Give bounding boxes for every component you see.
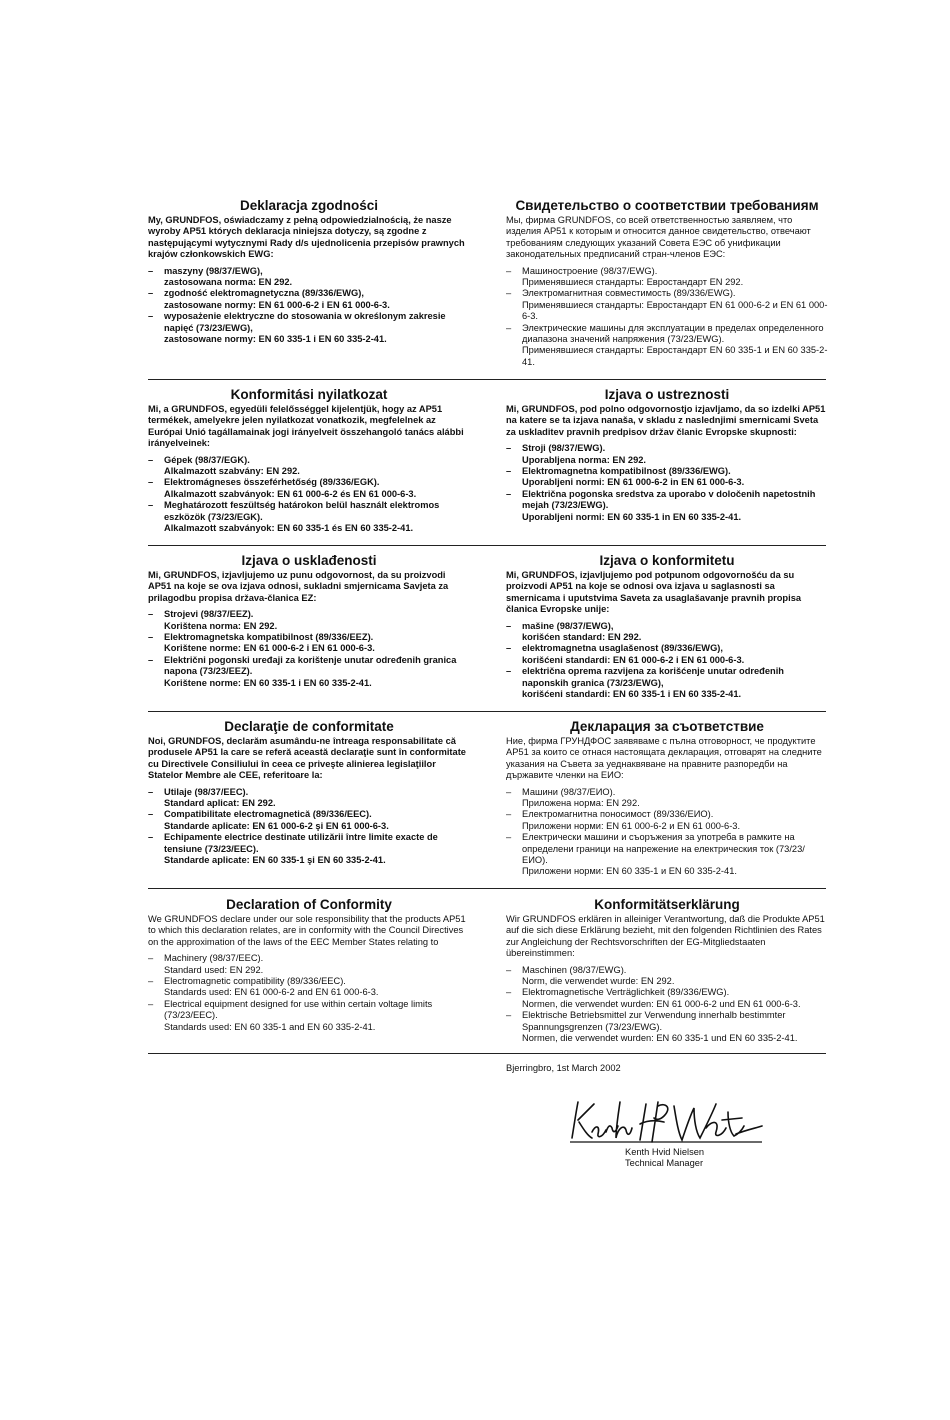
directive-list <box>148 266 470 346</box>
list-item: – Electrical equipment designed for use within certain voltage limits (73/23/EEC). Standards used: EN 60 335-1 and EN 60 335-2-41. <box>148 999 470 1033</box>
list-item: – Электрические машины для эксплуатации в пределах определенного диапазона значений напряжения (73/23/EWG). Применявшиеся стандарты: Евростандарт EN 60 335-1 и EN 60 335-2-41. <box>506 323 828 369</box>
section-title: Declaraţie de conformitate <box>224 719 394 734</box>
directive-list <box>148 787 470 867</box>
list-item: – Електрически машини и съоръжения за употреба в рамките на определени граници на напрежение на електрическия ток (73/23/ЕИО). Приложени норми: EN 60 335-1 и EN 60 335-2-41. <box>506 832 828 878</box>
list-item: – Elektromágneses összeférhetőség (89/336/EGK). Alkalmazott szabványok: EN 61 000-6-2 és EN 61 000-6-3. <box>148 477 470 500</box>
list-item: – Meghatározott feszültség határokon belül használt elektromos eszközök (73/23/EGK). Alkalmazott szabványok: EN 60 335-1 és EN 60 335-2-41. <box>148 500 470 534</box>
section-title: Konformitási nyilatkozat <box>230 387 388 402</box>
section-intro: Mi, GRUNDFOS, pod polno odgovornostjo izjavljamo, da so izdelki AP51 na katere se ta izjava nanaša, v skladu z naslednjimi smernicami Sveta za uskladitev pravnih predpisov držav članic Evropske skupnosti: <box>506 404 826 437</box>
list-item: – zgodność elektromagnetyczna (89/336/EWG), zastosowane normy: EN 61 000-6-2 i EN 61 000-6-3. <box>148 288 470 311</box>
declaration-german <box>506 897 828 1044</box>
list-item: – Električna pogonska sredstva za uporabo v določenih napetostnih mejah (73/23/EWG). Uporabljeni normi: EN 60 335-1 in EN 60 335-2-41. <box>506 489 828 523</box>
declaration-polish <box>148 198 470 345</box>
declaration-slovenian <box>506 387 828 523</box>
section-intro: Wir GRUNDFOS erklären in alleiniger Verantwortung, daß die Produkte AP51 auf die sich diese Erklärung bezieht, mit den folgenden Richtlinien des Rates zur Angleichung der Rechtsvorschriften der EG-Mitgliedstaaten übereinstimmen: <box>506 914 825 959</box>
section-title: Свидетельство о соответствии требованиям <box>515 198 819 213</box>
directive-list <box>148 609 470 689</box>
list-item: – Электромагнитная совместимость (89/336/EWG). Применявшиеся стандарты: Евростандарт EN 61 000-6-2 и EN 61 000-6-3. <box>506 288 828 322</box>
section-title: Deklaracja zgodności <box>239 198 379 213</box>
divider <box>148 711 826 712</box>
directive-list <box>506 787 828 878</box>
divider <box>148 1053 826 1054</box>
list-item: – Електромагнитна поносимост (89/336/ЕИО). Приложени норми: EN 61 000-6-2 и EN 61 000-6-3. <box>506 809 828 832</box>
list-item: – Gépek (98/37/EGK). Alkalmazott szabvány: EN 292. <box>148 455 470 478</box>
list-item: – wyposażenie elektryczne do stosowania w określonym zakresie napięć (73/23/EWG), zastosowane normy: EN 60 335-1 i EN 60 335-2-41. <box>148 311 470 345</box>
divider <box>148 888 826 889</box>
section-title: Konformitätserklärung <box>594 897 740 912</box>
section-intro: Mi, a GRUNDFOS, egyedüli felelősséggel kijelentjük, hogy az AP51 termékek, amelyekre jelen nyilatkozat vonatkozik, megfelelnek az Európai Unió tagállamainak jogi irányelveit összehangoló tanács alábbi irányelveinek: <box>148 404 464 449</box>
divider <box>148 379 826 380</box>
declaration-bulgarian <box>506 719 828 878</box>
declaration-croatian <box>148 553 470 689</box>
list-item: – Maschinen (98/37/EWG). Norm, die verwendet wurde: EN 292. <box>506 965 828 988</box>
list-item: – mašine (98/37/EWG), korišćen standard: EN 292. <box>506 621 828 644</box>
section-intro: Мы, фирма GRUNDFOS, со всей ответственностью заявляем, что изделия AP51 к которым и относится данное свидетельство, отвечают требованиям следующих указаний Совета ЕЭС об унификации законодательных предписаний стран-членов ЕЭС: <box>506 215 811 260</box>
list-item: – Electromagnetic compatibility (89/336/EEC). Standards used: EN 61 000-6-2 and EN 61 000-6-3. <box>148 976 470 999</box>
section-intro: My, GRUNDFOS, oświadczamy z pełną odpowiedzialnością, że nasze wyroby AP51 których deklaracja niniejsza dotyczy, są zgodne z następującymi wytycznymi Rady d/s ujednolicenia przepisów prawnych krajów członkowskich EWG: <box>148 215 465 260</box>
declaration-russian <box>506 198 828 368</box>
section-intro: Mi, GRUNDFOS, izjavljujemo uz punu odgovornost, da su proizvodi AP51 na koje se ova izjava odnosi, sukladni smjernicama Savjeta za prilagodbu propisa država-članica EZ: <box>148 570 449 603</box>
signer-name: Kenth Hvid Nielsen <box>625 1147 705 1157</box>
list-item: – elektromagnetna usaglašenost (89/336/EWG), korišćeni standardi: EN 61 000-6-2 i EN 61 000-6-3. <box>506 643 828 666</box>
list-item: – Machinery (98/37/EEC). Standard used: EN 292. <box>148 953 470 976</box>
directive-list <box>506 621 828 701</box>
list-item: – Compatibilitate electromagnetică (89/336/EEC). Standarde aplicate: EN 61 000-6-2 şi EN 61 000-6-3. <box>148 809 470 832</box>
signer-title: Technical Manager <box>625 1158 704 1168</box>
list-item: – Машиностроение (98/37/EWG). Применявшиеся стандарты: Евростандарт EN 292. <box>506 266 828 289</box>
list-item: – Elektromagnetische Verträglichkeit (89/336/EWG). Normen, die verwendet wurden: EN 61 000-6-2 und EN 61 000-6-3. <box>506 987 828 1010</box>
declaration-hungarian <box>148 387 470 534</box>
list-item: – električna oprema razvijena za korišćenje unutar određenih naponskih granica (73/23/EWG), korišćeni standardi: EN 60 335-1 i EN 60 335-2-41. <box>506 666 828 700</box>
declaration-serbian <box>506 553 828 700</box>
list-item: – Echipamente electrice destinate utilizării între limite exacte de tensiune (73/23/EEC). Standarde aplicate: EN 60 335-1 şi EN 60 335-2-41. <box>148 832 470 866</box>
section-intro: Mi, GRUNDFOS, izjavljujemo pod potpunom odgovornošću da su proizvodi AP51 na koje se odnosi ova izjava u saglasnosti sa smernicama i uputstvima Saveta za usaglašavanje pravnih propisa članica Evropske unije: <box>506 570 802 615</box>
section-title: Izjava o usklađenosti <box>241 553 377 568</box>
declaration-english <box>148 897 470 1033</box>
list-item: – Elektromagnetna kompatibilnost (89/336/EWG). Uporabljeni normi: EN 61 000-6-2 in EN 61 000-6-3. <box>506 466 828 489</box>
section-title: Izjava o konformitetu <box>599 553 735 568</box>
directive-list <box>506 266 828 369</box>
list-item: – Električni pogonski uređaji za korištenje unutar određenih granica napona (73/23/EEZ). Korištene norme: EN 60 335-1 i EN 60 335-2-41. <box>148 655 470 689</box>
declaration-romanian <box>148 719 470 866</box>
directive-list <box>148 455 470 535</box>
section-intro: Ние, фирма ГРУНДФОС заявяваме с пълна отговорност, че продуктите AP51 за които се отнася настоящата декларация, отговарят на следните указания на Съвета за уеднаквяване на правните разпоредби на държавите членки на ЕИО: <box>506 736 822 781</box>
section-title: Декларация за съответствие <box>570 719 764 734</box>
place-date: Bjerringbro, 1st March 2002 <box>506 1063 621 1073</box>
section-title: Declaration of Conformity <box>226 897 392 912</box>
section-title: Izjava o ustreznosti <box>604 387 730 402</box>
signature-image <box>566 1098 766 1148</box>
list-item: – Машини (98/37/ЕИО). Приложена норма: EN 292. <box>506 787 828 810</box>
divider <box>148 545 826 546</box>
signer-block <box>625 1147 704 1169</box>
section-intro: Noi, GRUNDFOS, declarăm asumându-ne întreaga responsabilitate că produsele AP51 la care se referă această declaraţie sunt în conformitate cu Directivele Consiliului în ceea ce priveşte alinierea legislaţiilor Statelor Membre ale CEE, referitoare la: <box>148 736 466 781</box>
directive-list <box>506 443 828 523</box>
section-intro: We GRUNDFOS declare under our sole responsibility that the products AP51 to which this declaration relates, are in conformity with the Council Directives on the approximation of the laws of the EEC Member States relating to <box>148 914 466 947</box>
list-item: – Elektrische Betriebsmittel zur Verwendung innerhalb bestimmter Spannungsgrenzen (73/23/EWG). Normen, die verwendet wurden: EN 60 335-1 und EN 60 335-2-41. <box>506 1010 828 1044</box>
list-item: – Elektromagnetska kompatibilnost (89/336/EEZ). Korištene norme: EN 61 000-6-2 i EN 61 000-6-3. <box>148 632 470 655</box>
directive-list <box>506 965 828 1045</box>
directive-list <box>148 953 470 1033</box>
list-item: – Utilaje (98/37/EEC). Standard aplicat: EN 292. <box>148 787 470 810</box>
list-item: – Stroji (98/37/EWG). Uporabljena norma: EN 292. <box>506 443 828 466</box>
list-item: – maszyny (98/37/EWG), zastosowana norma: EN 292. <box>148 266 470 289</box>
list-item: – Strojevi (98/37/EEZ). Korištena norma: EN 292. <box>148 609 470 632</box>
